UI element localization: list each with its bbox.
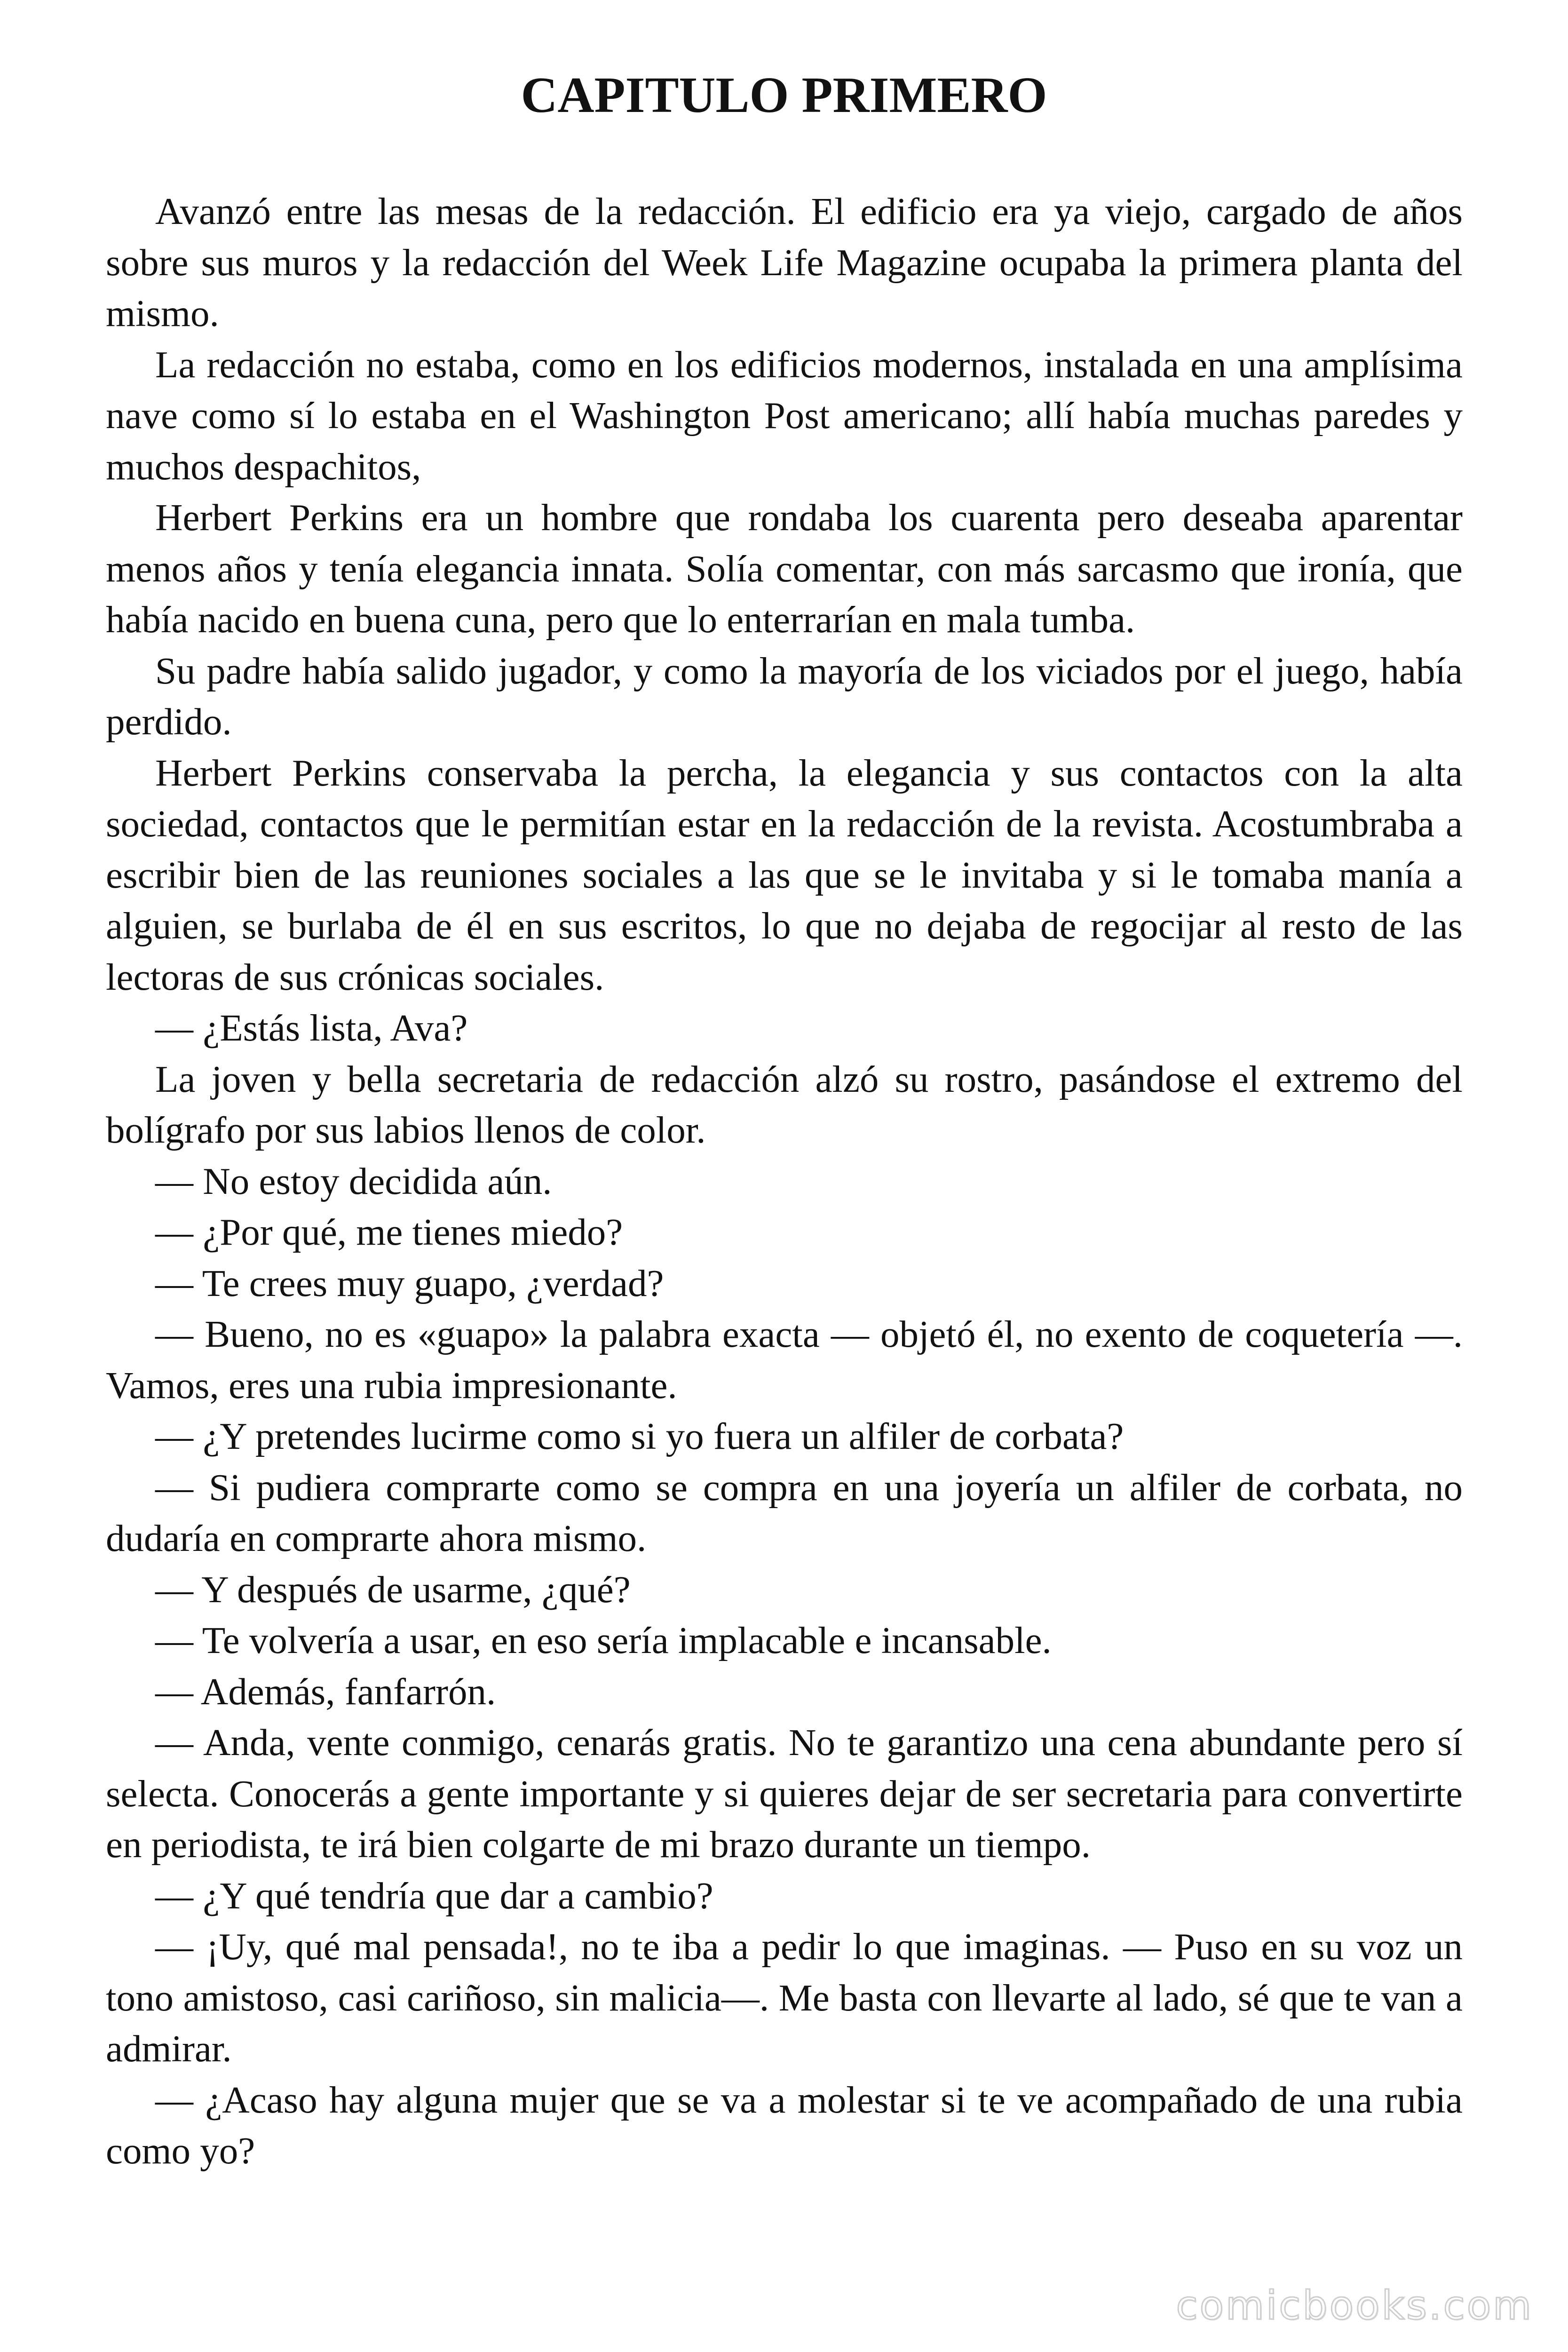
dialogue-line: — Bueno, no es «guapo» la palabra exacta — objetó él, no exento de coquetería —. Vamos, eres una rubia impresionante. [106, 1313, 1463, 1406]
chapter-body [106, 186, 1463, 2177]
watermark: comicbooks.com [1176, 2282, 1533, 2328]
dialogue-line: — Anda, vente conmigo, cenarás gratis. No te garantizo una cena abundante pero sí selecta. Conocerás a gente importante y si quieres dejar de ser secretaria para convertirte en periodista, te irá bien colgarte de mi brazo durante un tiempo. [106, 1721, 1463, 1866]
paragraph: La joven y bella secretaria de redacción alzó su rostro, pasándose el extremo del bolígrafo por sus labios llenos de color. [106, 1057, 1463, 1151]
dialogue-line: — Y después de usarme, ¿qué? [155, 1568, 631, 1611]
paragraph: Herbert Perkins conservaba la percha, la elegancia y sus contactos con la alta sociedad, contactos que le permitían estar en la redacción de la revista. Acostumbraba a escribir bien de las reuniones sociales a las que se le invitaba y si le tomaba manía a alguien, se burlaba de él en sus escritos, lo que no dejaba de regocijar al resto de las lectoras de sus crónicas sociales. [106, 751, 1463, 998]
dialogue-line: — Además, fanfarrón. [155, 1670, 496, 1713]
dialogue-line: — ¿Por qué, me tienes miedo? [155, 1211, 623, 1253]
dialogue-line: — ¿Estás lista, Ava? [155, 1007, 468, 1049]
chapter-title: CAPITULO PRIMERO [521, 67, 1047, 123]
dialogue-line: — Te crees muy guapo, ¿verdad? [155, 1262, 664, 1304]
paragraph: Avanzó entre las mesas de la redacción. El edificio era ya viejo, cargado de años sobre sus muros y la redacción del Week Life Magazine ocupaba la primera planta del mismo. [106, 190, 1463, 334]
dialogue-line: — ¿Y pretendes lucirme como si yo fuera un alfiler de corbata? [155, 1415, 1124, 1457]
dialogue-line: — ¿Acaso hay alguna mujer que se va a molestar si te ve acompañado de una rubia como yo? [106, 2078, 1463, 2172]
dialogue-line: — Si pudiera comprarte como se compra en una joyería un alfiler de corbata, no dudaría en comprarte ahora mismo. [106, 1466, 1463, 1559]
dialogue-line: — Te volvería a usar, en eso sería implacable e incansable. [155, 1619, 1052, 1661]
paragraph: La redacción no estaba, como en los edificios modernos, instalada en una amplísima nave como sí lo estaba en el Washington Post americano; allí había muchas paredes y muchos despachitos, [106, 343, 1463, 488]
paragraph: Su padre había salido jugador, y como la mayoría de los viciados por el juego, había perdido. [106, 649, 1463, 743]
paragraph: Herbert Perkins era un hombre que rondaba los cuarenta pero deseaba aparentar menos años y tenía elegancia innata. Solía comentar, con más sarcasmo que ironía, que había nacido en buena cuna, pero que lo enterrarían en mala tumba. [106, 496, 1463, 641]
dialogue-line: — No estoy decidida aún. [155, 1160, 552, 1202]
dialogue-line: — ¿Y qué tendría que dar a cambio? [155, 1874, 713, 1917]
dialogue-line: — ¡Uy, qué mal pensada!, no te iba a pedir lo que imaginas. — Puso en su voz un tono amistoso, casi cariñoso, sin malicia—. Me basta con llevarte al lado, sé que te van a admirar. [106, 1925, 1463, 2070]
